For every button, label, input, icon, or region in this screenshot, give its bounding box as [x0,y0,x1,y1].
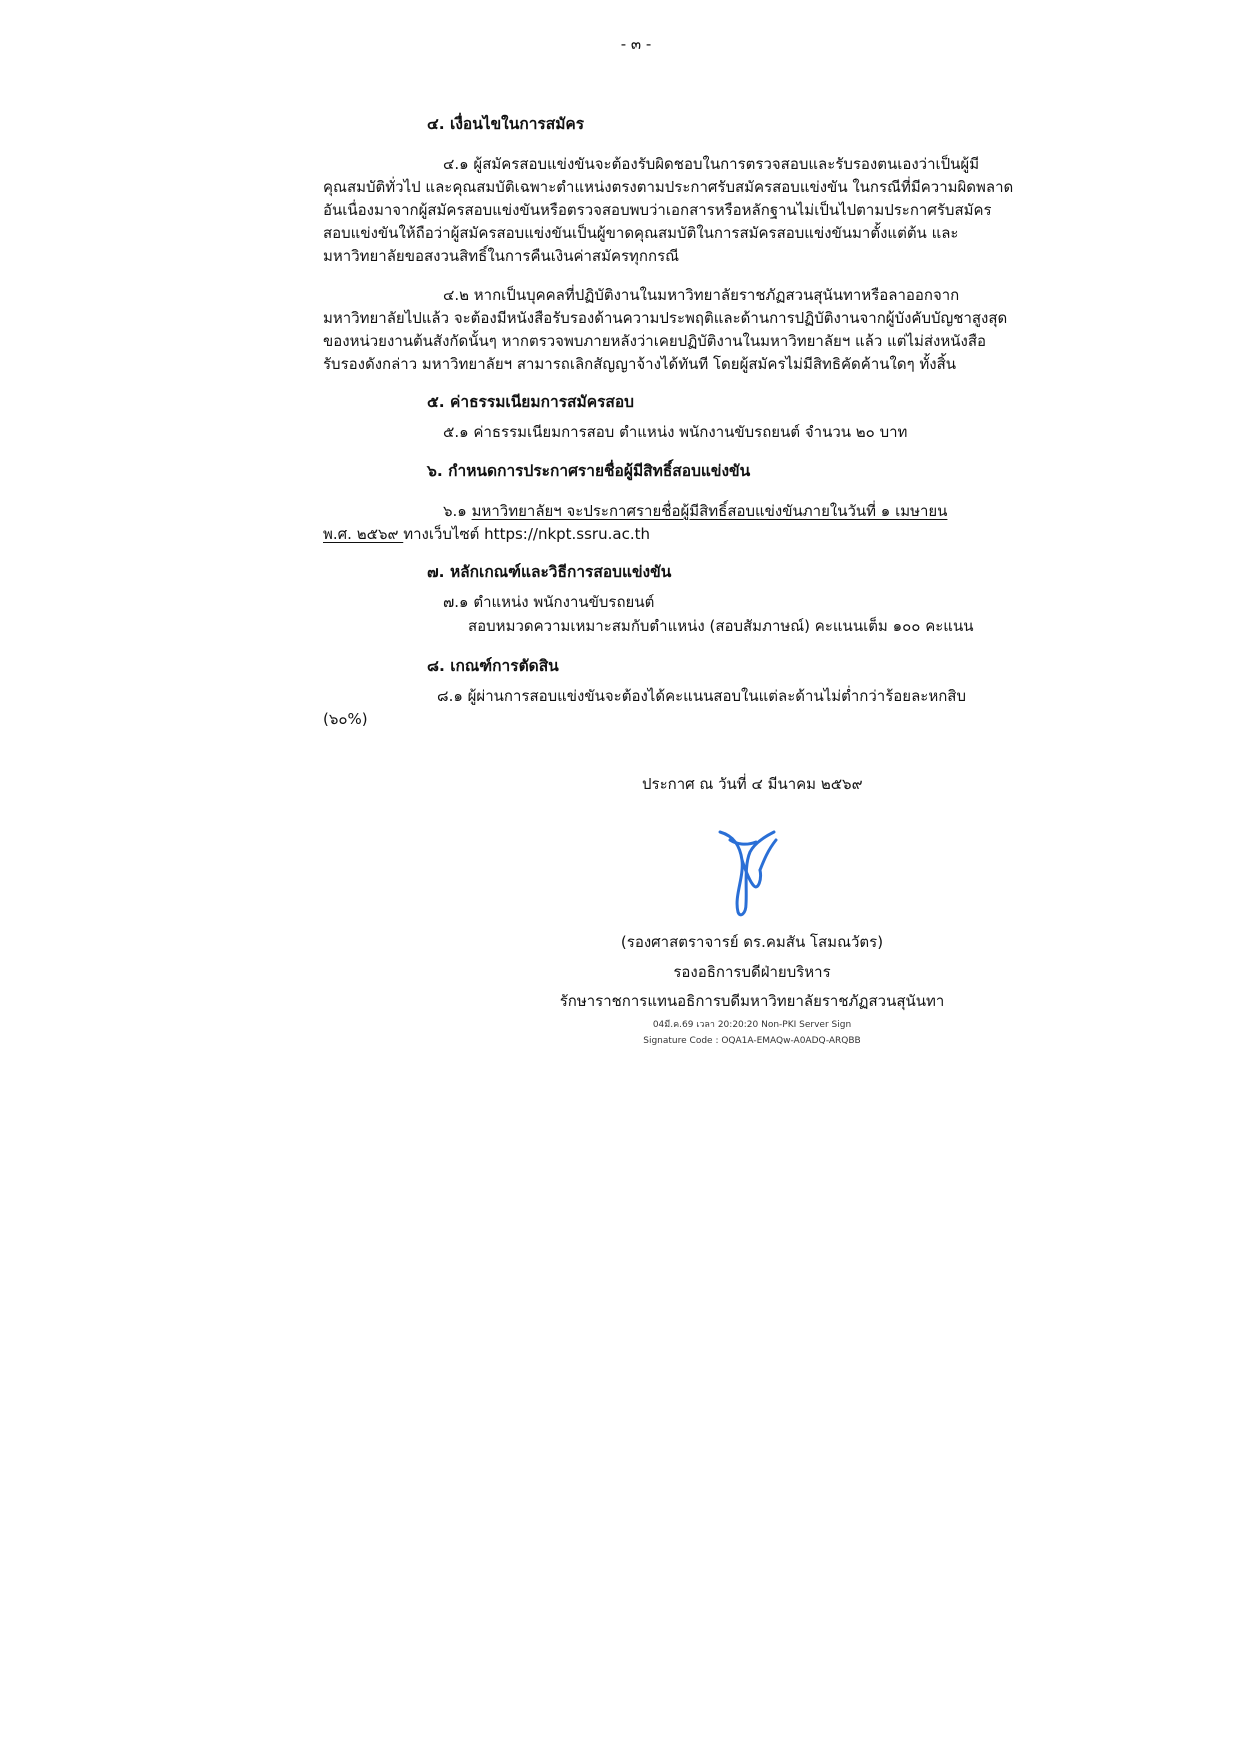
text-line: อันเนื่องมาจากผู้สมัครสอบแข่งขันหรือตรวจสอบพบว่าเอกสารหรือหลักฐานไม่เป็นไปตามประกาศรับสมัคร [323,201,992,219]
text-line: มหาวิทยาลัยขอสงวนสิทธิ์ในการคืนเงินค่าสมัครทุกกรณี [323,247,680,265]
announcement-date: ประกาศ ณ วันที่ ๔ มีนาคม ๒๕๖๙ [642,775,863,793]
text-span: ทางเว็บไซต์ https://nkpt.ssru.ac.th [403,525,650,543]
section-8-paragraph-1-line-2: (๖๐%) [323,710,368,728]
page-number: - ๓ - [620,35,652,53]
section-8-heading: ๘. เกณฑ์การตัดสิน [427,657,559,675]
handwritten-signature-image [716,826,780,920]
text-line: สอบแข่งขันให้ถือว่าผู้สมัครสอบแข่งขันเป็นผู้ขาดคุณสมบัติในการสมัครสอบแข่งขันมาตั้งแต่ต้น และ [323,224,959,242]
section-7-paragraph-1: ๗.๑ ตำแหน่ง พนักงานขับรถยนต์ [443,593,655,611]
section-7-heading: ๗. หลักเกณฑ์และวิธีการสอบแข่งขัน [427,563,672,581]
underlined-text: พ.ศ. ๒๕๖๙ [323,525,404,543]
text-span: ๖.๑ [443,502,472,520]
section-7-paragraph-2: สอบหมวดความเหมาะสมกับตำแหน่ง (สอบสัมภาษณ์) คะแนนเต็ม ๑๐๐ คะแนน [468,617,974,635]
esign-signature-code: Signature Code : OQA1A-EMAQw-A0ADQ-ARQBB [643,1036,861,1046]
esign-timestamp: 04มี.ค.69 เวลา 20:20:20 Non-PKI Server Sign [652,1020,852,1030]
text-line: ๔.๑ ผู้สมัครสอบแข่งขันจะต้องรับผิดชอบในการตรวจสอบและรับรองตนเองว่าเป็นผู้มี [443,155,980,173]
signatory-position-2: รักษาราชการแทนอธิการบดีมหาวิทยาลัยราชภัฏสวนสุนันทา [559,992,945,1010]
text-line: ๔.๒ หากเป็นบุคคลที่ปฏิบัติงานในมหาวิทยาลัยราชภัฏสวนสุนันทาหรือลาออกจาก [443,286,960,304]
section-4-heading: ๔. เงื่อนไขในการสมัคร [427,115,585,133]
signatory-name: (รองศาสตราจารย์ ดร.คมสัน โสมณวัตร) [620,933,884,951]
signatory-position-1: รองอธิการบดีฝ่ายบริหาร [673,963,831,981]
section-5-heading: ๕. ค่าธรรมเนียมการสมัครสอบ [427,393,635,411]
text-line: รับรองดังกล่าว มหาวิทยาลัยฯ สามารถเลิกสัญญาจ้างได้ทันที โดยผู้สมัครไม่มีสิทธิคัดค้านใดๆ ทั้งสิ้น [323,355,957,373]
section-6-paragraph-1-line-2 [323,522,650,546]
text-line: ของหน่วยงานต้นสังกัดนั้นๆ หากตรวจพบภายหลังว่าเคยปฏิบัติงานในมหาวิทยาลัยฯ แล้ว แต่ไม่ส่งหนังสือ [323,332,987,350]
section-8-paragraph-1: ๘.๑ ผู้ผ่านการสอบแข่งขันจะต้องได้คะแนนสอบในแต่ละด้านไม่ต่ำกว่าร้อยละหกสิบ [437,687,966,705]
section-6-heading: ๖. กำหนดการประกาศรายชื่อผู้มีสิทธิ์สอบแข่งขัน [427,462,751,480]
text-line: คุณสมบัติทั่วไป และคุณสมบัติเฉพาะตำแหน่งตรงตามประกาศรับสมัครสอบแข่งขัน ในกรณีที่มีความผิดพลาด [323,178,1014,196]
section-5-paragraph-1: ๕.๑ ค่าธรรมเนียมการสอบ ตำแหน่ง พนักงานขับรถยนต์ จำนวน ๒๐ บาท [443,423,908,441]
underlined-text: มหาวิทยาลัยฯ จะประกาศรายชื่อผู้มีสิทธิ์สอบแข่งขันภายในวันที่ ๑ เมษายน [471,502,948,520]
section-6-paragraph-1 [443,499,947,523]
text-line: มหาวิทยาลัยไปแล้ว จะต้องมีหนังสือรับรองด้านความประพฤติและด้านการปฏิบัติงานจากผู้บังคับบัญชาสูงสุด [323,309,1008,327]
